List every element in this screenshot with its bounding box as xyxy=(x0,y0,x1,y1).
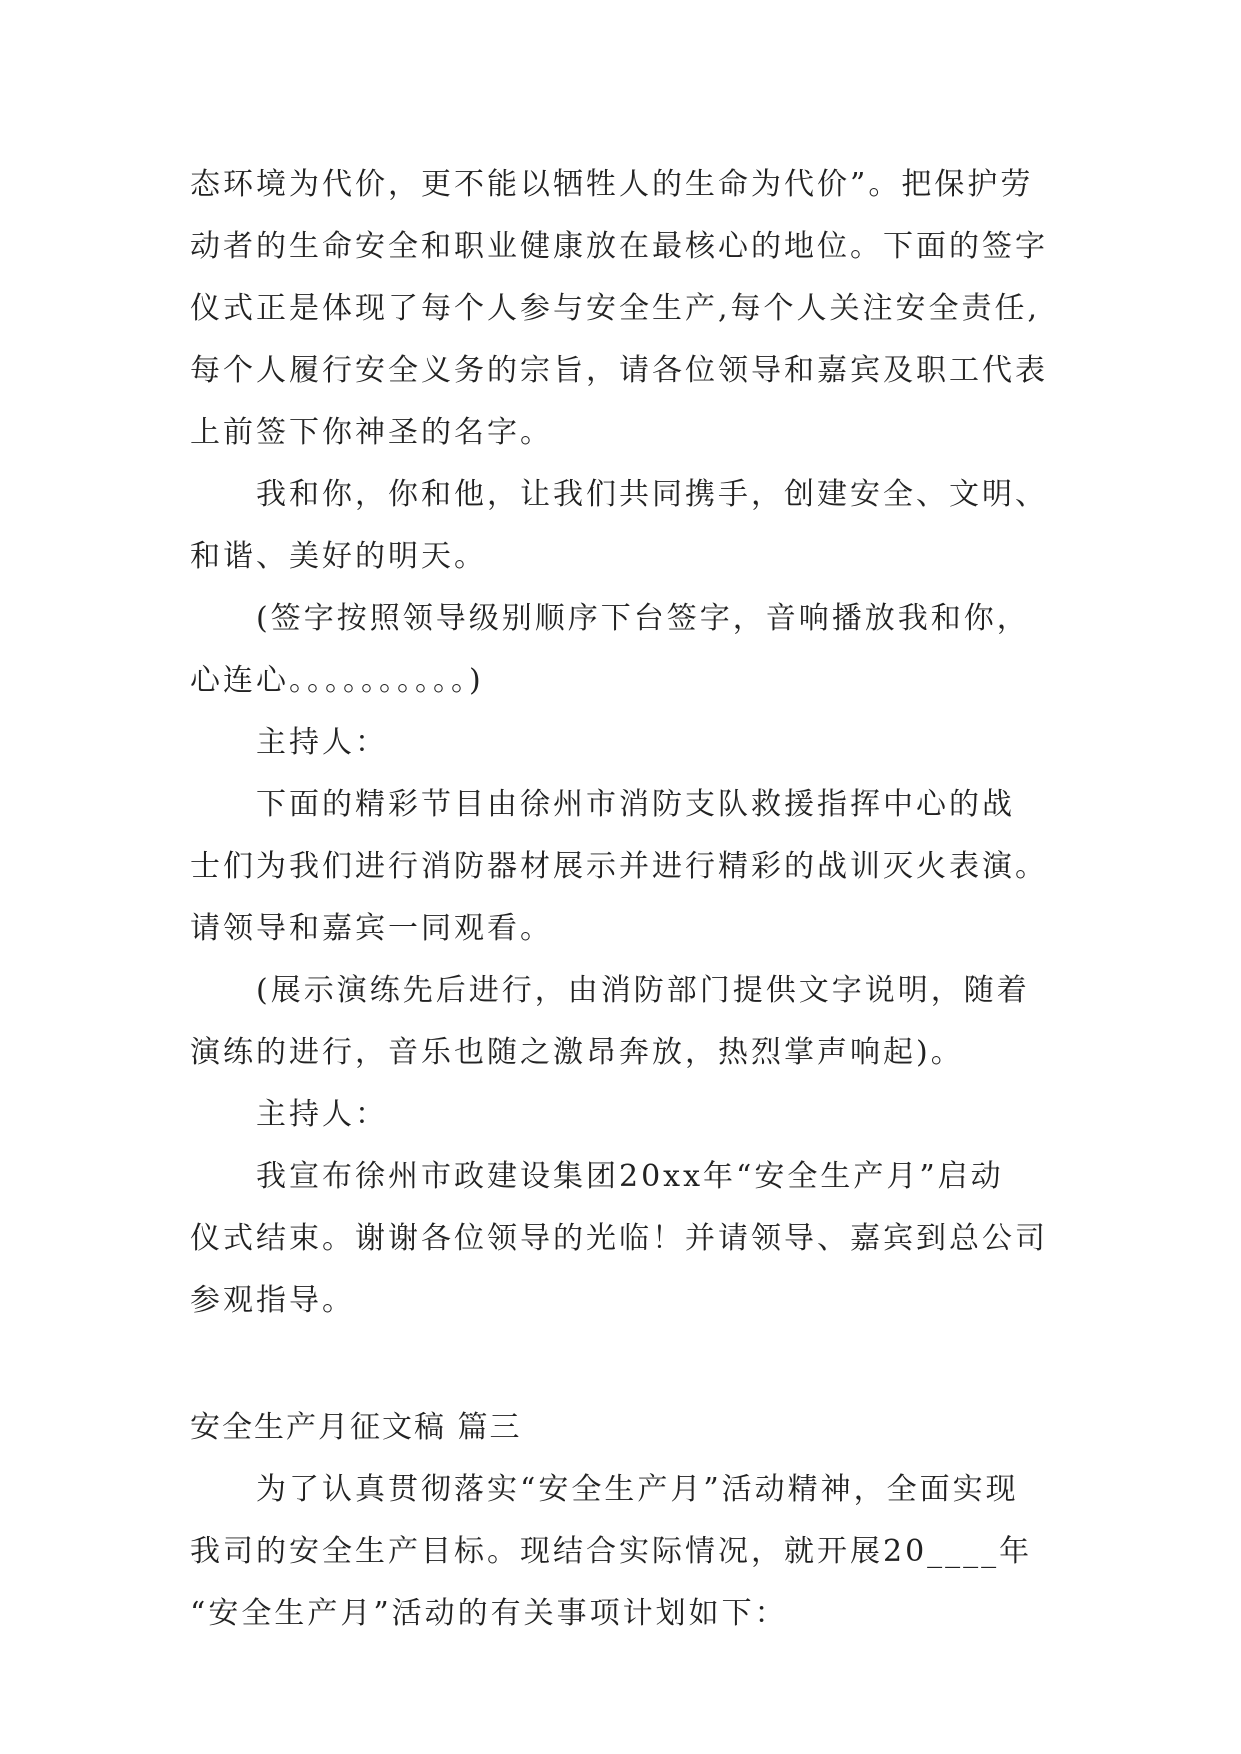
paragraph-signing-ceremony xyxy=(190,154,1090,464)
text-line: 心连心。。。。。。。。。。) xyxy=(190,663,484,698)
text-line: 态环境为代价，更不能以牺牲人的生命为代价”。把保护劳 xyxy=(190,167,1034,202)
text-line: 我宣布徐州市政建设集团20xx年“安全生产月”启动 xyxy=(256,1159,1004,1194)
text-line: (展示演练先后进行，由消防部门提供文字说明，随着 xyxy=(256,973,1030,1008)
paragraph-plan-intro xyxy=(190,1459,1090,1645)
text-line: 参观指导。 xyxy=(190,1283,355,1318)
section-heading: 安全生产月征文稿 篇三 xyxy=(190,1410,522,1445)
text-line: 动者的生命安全和职业健康放在最核心的地位。下面的签字 xyxy=(190,229,1048,264)
paragraph-drill-note xyxy=(190,960,1090,1084)
text-line: 仪式正是体现了每个人参与安全生产,每个人关注安全责任, xyxy=(190,291,1041,326)
paragraph-signing-note xyxy=(190,588,1090,712)
text-line: 上前签下你神圣的名字。 xyxy=(190,415,553,450)
paragraph-fire-drill xyxy=(190,774,1090,960)
section-spacer xyxy=(190,1332,1090,1397)
text-line: 演练的进行，音乐也随之激昂奔放，热烈掌声响起)。 xyxy=(190,1035,964,1070)
document-page xyxy=(190,154,1090,1645)
text-line: (签字按照领导级别顺序下台签字，音响播放我和你， xyxy=(256,601,1030,636)
text-line: 下面的精彩节目由徐州市消防支队救援指挥中心的战 xyxy=(256,787,1015,822)
text-line: 我司的安全生产目标。现结合实际情况，就开展20____年 xyxy=(190,1534,1033,1569)
paragraph-closing xyxy=(190,1146,1090,1332)
text-line: “安全生产月”活动的有关事项计划如下： xyxy=(190,1596,788,1631)
text-line: 请领导和嘉宾一同观看。 xyxy=(190,911,553,946)
text-line: 士们为我们进行消防器材展示并进行精彩的战训灭火表演。 xyxy=(190,849,1048,884)
paragraph-together xyxy=(190,464,1090,588)
text-line: 为了认真贯彻落实“安全生产月”活动精神，全面实现 xyxy=(256,1472,1019,1507)
text-line: 仪式结束。谢谢各位领导的光临！并请领导、嘉宾到总公司 xyxy=(190,1221,1048,1256)
host-label: 主持人： xyxy=(256,1097,388,1132)
text-line: 我和你，你和他，让我们共同携手，创建安全、文明、 xyxy=(256,477,1048,512)
text-line: 和谐、美好的明天。 xyxy=(190,539,487,574)
host-label: 主持人： xyxy=(256,725,388,760)
text-line: 每个人履行安全义务的宗旨，请各位领导和嘉宾及职工代表 xyxy=(190,353,1048,388)
